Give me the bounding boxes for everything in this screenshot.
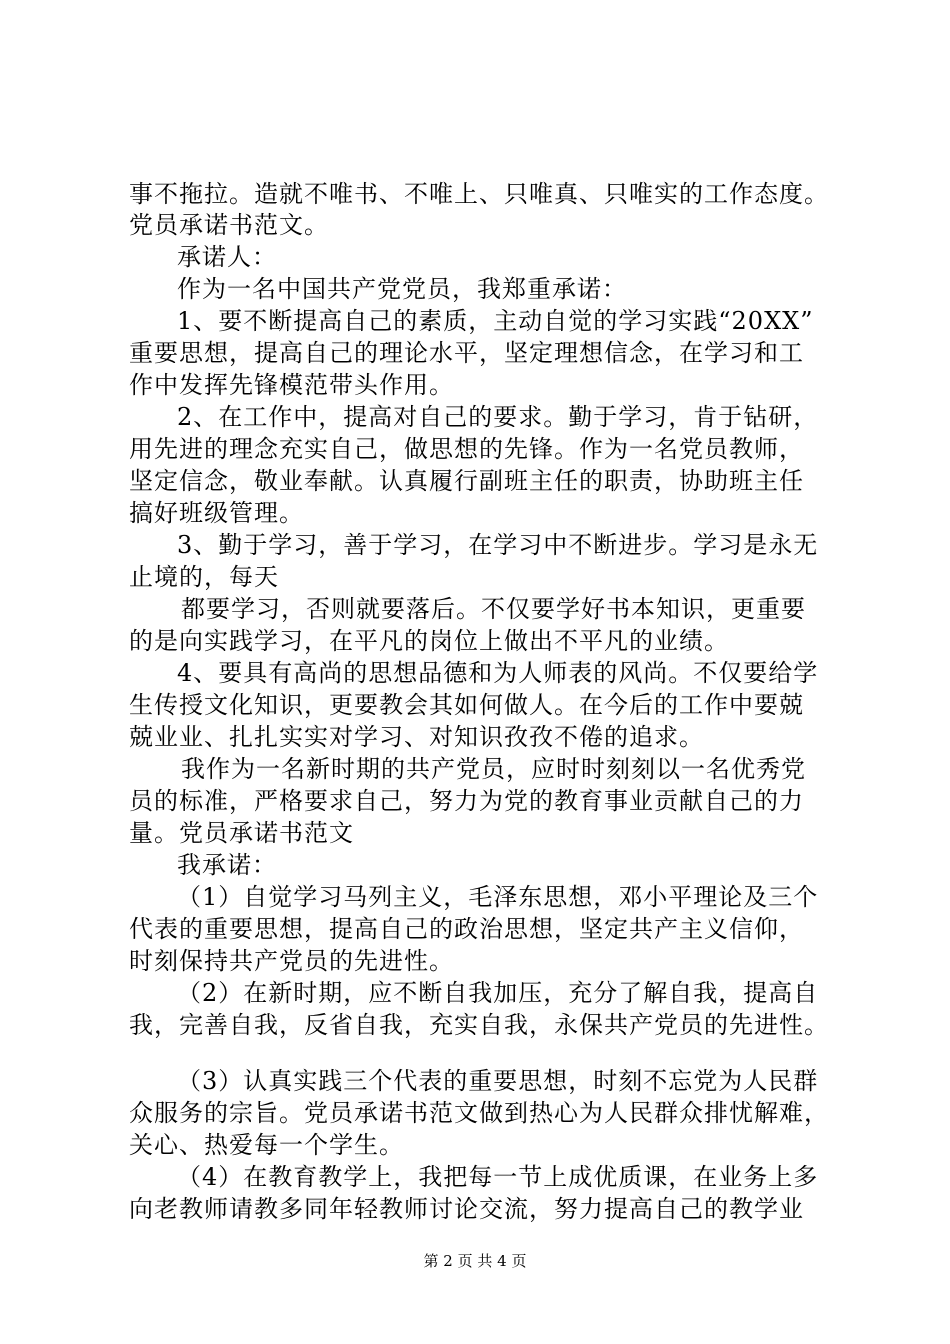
text-line: 我作为一名新时期的共产党员，应时时刻刻以一名优秀党	[181, 755, 806, 783]
text-line: 3、勤于学习，善于学习，在学习中不断进步。学习是永无	[177, 531, 819, 559]
text-line: 量。党员承诺书范文	[129, 819, 354, 847]
text-line: 都要学习，否则就要落后。不仅要学好书本知识，更重要	[181, 595, 806, 623]
text-line: 事不拖拉。造就不唯书、不唯上、只唯真、只唯实的工作态度。	[129, 180, 829, 208]
text-line: 作中发挥先锋模范带头作用。	[129, 371, 454, 399]
text-line: 向老教师请教多同年轻教师讨论交流，努力提高自己的教学业	[129, 1195, 804, 1223]
text-line: 2、在工作中，提高对自己的要求。勤于学习，肯于钻研，	[177, 403, 819, 431]
text-line: 生传授文化知识，更要教会其如何做人。在今后的工作中要兢	[129, 691, 804, 719]
text-line: 关心、热爱每一个学生。	[129, 1131, 404, 1159]
text-line: 1、要不断提高自己的素质，主动自觉的学习实践“20XX”	[177, 307, 814, 335]
text-line: 止境的，每天	[129, 563, 279, 591]
text-line: 重要思想，提高自己的理论水平，坚定理想信念，在学习和工	[129, 339, 804, 367]
page-number-footer: 第 2 页 共 4 页	[423, 1252, 527, 1270]
text-line: 承诺人：	[177, 243, 277, 271]
text-line: （4）在教育教学上，我把每一节上成优质课，在业务上多	[177, 1163, 819, 1191]
text-line: 众服务的宗旨。党员承诺书范文做到热心为人民群众排忧解难，	[129, 1099, 829, 1127]
text-line: 作为一名中国共产党党员，我郑重承诺：	[177, 275, 627, 303]
text-line: 党员承诺书范文。	[129, 211, 329, 239]
text-line: 兢业业、扎扎实实对学习、对知识孜孜不倦的追求。	[129, 723, 704, 751]
text-line: 代表的重要思想，提高自己的政治思想，坚定共产主义信仰，	[129, 915, 804, 943]
text-line: （1）自觉学习马列主义，毛泽东思想，邓小平理论及三个	[177, 883, 819, 911]
text-line: 员的标准，严格要求自己，努力为党的教育事业贡献自己的力	[129, 787, 804, 815]
text-line: 我承诺：	[177, 851, 277, 879]
text-line: （3）认真实践三个代表的重要思想，时刻不忘党为人民群	[177, 1067, 819, 1095]
text-line: 我，完善自我，反省自我，充实自我，永保共产党员的先进性。	[129, 1011, 829, 1039]
text-line: 4、要具有高尚的思想品德和为人师表的风尚。不仅要给学	[177, 659, 819, 687]
text-line: 搞好班级管理。	[129, 499, 304, 527]
text-line: 用先进的理念充实自己，做思想的先锋。作为一名党员教师，	[129, 435, 804, 463]
text-line: 的是向实践学习，在平凡的岗位上做出不平凡的业绩。	[129, 627, 729, 655]
text-line: 时刻保持共产党员的先进性。	[129, 947, 454, 975]
text-line: （2）在新时期，应不断自我加压，充分了解自我，提高自	[177, 979, 819, 1007]
text-line: 坚定信念，敬业奉献。认真履行副班主任的职责，协助班主任	[129, 467, 804, 495]
